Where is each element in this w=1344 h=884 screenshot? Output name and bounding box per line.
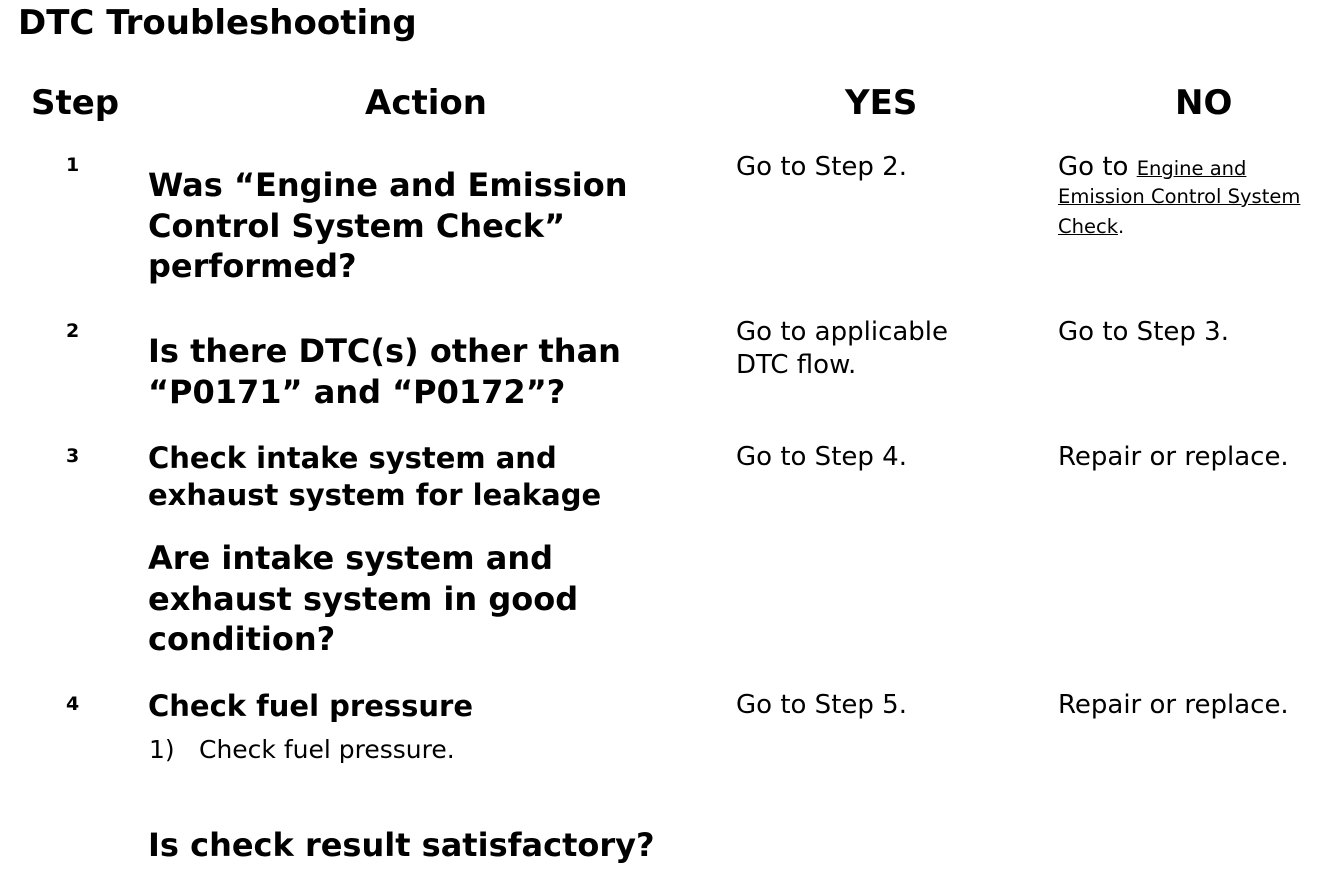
yes-action: Go to Step 5. (736, 690, 907, 720)
step-question: Is there DTC(s) other than “P0171” and “P0172”? (148, 332, 621, 411)
step-question: Is check result satisfactory? (148, 826, 655, 864)
engine-emission-check-link-cont[interactable]: Emission Control System (1058, 185, 1301, 208)
yes-action: Go to Step 4. (736, 442, 907, 472)
column-header-no: NO (1175, 83, 1233, 123)
step-question: Was “Engine and Emission Control System Check” performed? (148, 166, 628, 285)
step-number: 1 (66, 154, 80, 176)
check-title: Check fuel pressure (148, 689, 474, 723)
substep-text: Check fuel pressure. (199, 735, 455, 764)
substep-number: 1) (149, 735, 175, 764)
page-title: DTC Troubleshooting (18, 3, 417, 43)
no-action: Repair or replace. (1058, 442, 1289, 472)
engine-emission-check-link-end[interactable]: Check (1058, 215, 1118, 238)
step-question: Are intake system and exhaust system in good condition? (148, 539, 579, 658)
engine-emission-check-link[interactable]: Engine and (1136, 157, 1247, 180)
no-action: Go to Step 3. (1058, 317, 1229, 347)
yes-action: Go to applicable DTC flow. (736, 317, 949, 380)
column-header-action: Action (365, 83, 487, 123)
column-header-step: Step (31, 83, 120, 123)
step-number: 4 (66, 693, 80, 715)
no-action-suffix: . (1118, 215, 1125, 238)
check-title: Check intake system and exhaust system for leakage (148, 441, 602, 512)
yes-action: Go to Step 2. (736, 152, 907, 182)
column-header-yes: YES (845, 83, 918, 123)
no-action: Repair or replace. (1058, 690, 1289, 720)
no-action-prefix: Go to (1058, 152, 1129, 182)
no-action (1058, 151, 1344, 240)
step-number: 3 (66, 445, 80, 467)
substep-item (149, 735, 455, 765)
step-number: 2 (66, 320, 80, 342)
